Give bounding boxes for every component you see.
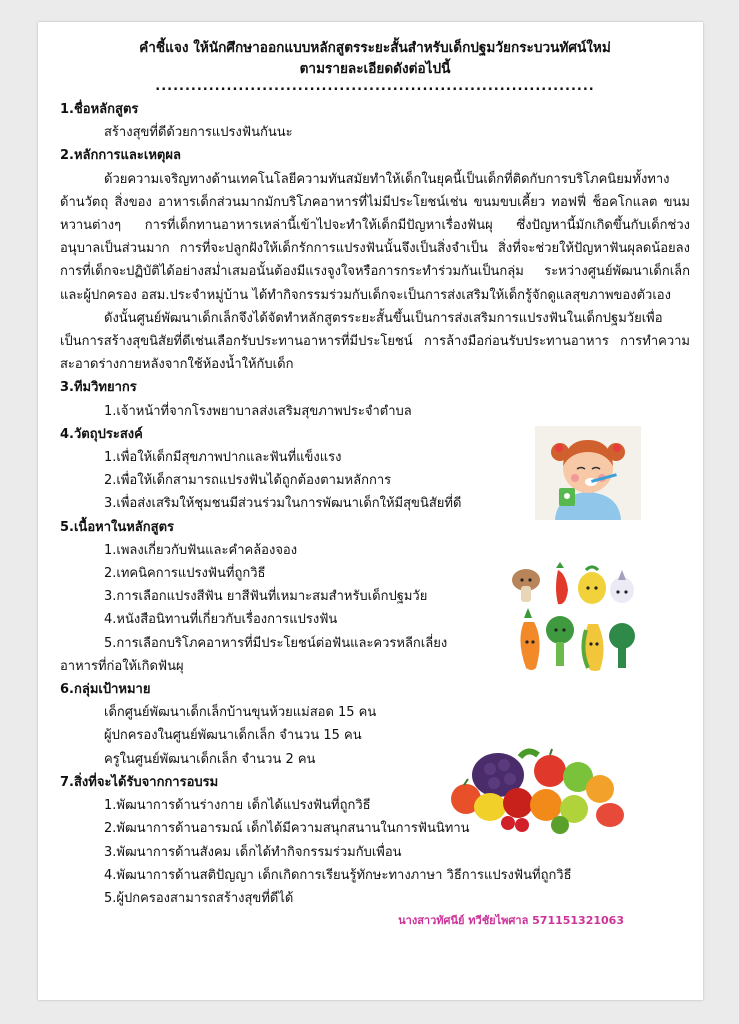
section-4-item: 2.เพื่อให้เด็กสามารถแปรงฟันได้ถูกต้องตามหลักการ (104, 473, 392, 489)
title-line-1: คำชี้แจง ให้นักศึกษาออกแบบหลักสูตรระยะสั้นสำหรับเด็กปฐมวัยกระบวนทัศน์ใหม่ (139, 40, 611, 56)
section-4-heading: 4.วัตถุประสงค์ (60, 426, 143, 442)
section-5-item: 4.หนังสือนิทานที่เกี่ยวกับเรื่องการแปรงฟัน (104, 612, 338, 628)
section-4-item: 1.เพื่อให้เด็กมีสุขภาพปากและฟันที่แข็งแรง (104, 450, 342, 466)
section-6-heading: 6.กลุ่มเป้าหมาย (60, 682, 151, 698)
section-7-item: 1.พัฒนาการด้านร่างกาย เด็กได้แปรงฟันที่ถูกวิธี (104, 798, 371, 814)
section-2-heading: 2.หลักการและเหตุผล (60, 148, 181, 164)
section-7-item: 4.พัฒนาการด้านสติปัญญา เด็กเกิดการเรียนรู้ทักษะทางภาษา วิธีการแปรงฟันที่ถูกวิธี (104, 867, 572, 883)
section-7-item: 3.พัฒนาการด้านสังคม เด็กได้ทำกิจกรรมร่วมกับเพื่อน (104, 844, 402, 860)
section-4-item: 3.เพื่อส่งเสริมให้ชุมชนมีส่วนร่วมในการพัฒนาเด็กให้มีสุขนิสัยที่ดี (104, 496, 462, 512)
section-5-item: 2.เทคนิคการแปรงฟันที่ถูกวิธี (104, 566, 266, 582)
section-7-item: 5.ผู้ปกครองสามารถสร้างสุขที่ดีได้ (104, 890, 294, 906)
fruits-and-vegetables-illustration (450, 745, 626, 835)
section-6-item: ครูในศูนย์พัฒนาเด็กเล็ก จำนวน 2 คน (104, 751, 316, 767)
section-3-heading: 3.ทีมวิทยากร (60, 380, 137, 396)
dotted-separator: .......................................................................... (155, 79, 595, 94)
title-line-2: ตามรายละเอียดดังต่อไปนี้ (299, 61, 451, 77)
section-6-item: ผู้ปกครองในศูนย์พัฒนาเด็กเล็ก จำนวน 15 คน (104, 728, 362, 744)
section-1-body: สร้างสุขที่ดีด้วยการแปรงฟันกันนะ (104, 125, 293, 141)
author-signature: นางสาวทัศนีย์ ทวีชัยไพศาล 571151321063 (398, 914, 624, 928)
section-7-item: 2.พัฒนาการด้านอารมณ์ เด็กได้มีความสนุกสนานในการฟันนิทาน (104, 821, 470, 837)
cartoon-vegetables-illustration (510, 560, 638, 692)
girl-brushing-teeth-illustration (535, 426, 641, 520)
section-5-heading: 5.เนื้อหาในหลักสูตร (60, 519, 174, 535)
section-2-paragraph-1: ด้วยความเจริญทางด้านเทคโนโลยีความทันสมัยทำให้เด็กในยุคนี้เป็นเด็กที่ติดกับการบริโภคนิยมทั้งทางด้านวัตถุ สิ่งของ อาหารเด็กส่วนมากมักบริโภคอาหารที่ไม่มีประโยชน์เช่น ขนมขบเคี้ยว ทอฟฟี่ ช็อคโกแลต ขนมหวานต่างๆ การที่เด็กทานอาหารเหล่านี้เข้าไปจะทำให้เด็กมีปัญหาเรื่องฟันผุ ซึ่งปัญหานี้มักเกิดขึ้นกับเด็กช่วงอนุบาลเป็นส่วนมาก การที่จะปลูกฝังให้เด็กรักการแปรงฟันนั้นจึงเป็นสิ่งจำเป็น สิ่งที่จะช่วยให้ปัญหาฟันผุลดน้อยลง การที่เด็กจะปฏิบัติได้อย่างสม่ำเสมอนั้นต้องมีแรงจูงใจหรือการกระทำร่วมกันเป็นกลุ่ม ระหว่างศูนย์พัฒนาเด็กเล็กและผู้ปกครอง อสม.ประจำหมู่บ้าน ได้ทำกิจกรรมร่วมกับเด็กจะเป็นการส่งเสริมให้เด็กรู้จักดูแลสุขภาพของตัวเอง (60, 171, 690, 303)
section-7-heading: 7.สิ่งที่จะได้รับจากการอบรม (60, 774, 219, 790)
section-5-item: 1.เพลงเกี่ยวกับฟันและคำคล้องจอง (104, 542, 298, 558)
section-5-item: 3.การเลือกแปรงสีฟัน ยาสีฟันที่เหมาะสมสำหรับเด็กปฐมวัย (104, 589, 428, 605)
section-2-paragraph-2: ดังนั้นศูนย์พัฒนาเด็กเล็กจึงได้จัดทำหลักสูตรระยะสั้นขึ้นเป็นการส่งเสริมการแปรงฟันในเด็กปฐมวัยเพื่อเป็นการสร้างสุขนิสัยที่ดีเช่นเลือกรับประทานอาหารที่มีประโยชน์ การล้างมือก่อนรับประทานอาหาร การทำความสะอาดร่างกายหลังจากใช้ห้องน้ำให้กับเด็ก (60, 310, 690, 373)
section-3-item: 1.เจ้าหน้าที่จากโรงพยาบาลส่งเสริมสุขภาพประจำตำบล (104, 403, 412, 419)
section-1-heading: 1.ชื่อหลักสูตร (60, 102, 139, 117)
section-6-item: เด็กศูนย์พัฒนาเด็กเล็กบ้านขุนห้วยแม่สอด 15 คน (104, 705, 377, 721)
section-5-item: 5.การเลือกบริโภคอาหารที่มีประโยชน์ต่อฟันและควรหลีกเลี่ยง (104, 635, 448, 651)
section-5-item-continuation: อาหารที่ก่อให้เกิดฟันผุ (60, 658, 184, 674)
